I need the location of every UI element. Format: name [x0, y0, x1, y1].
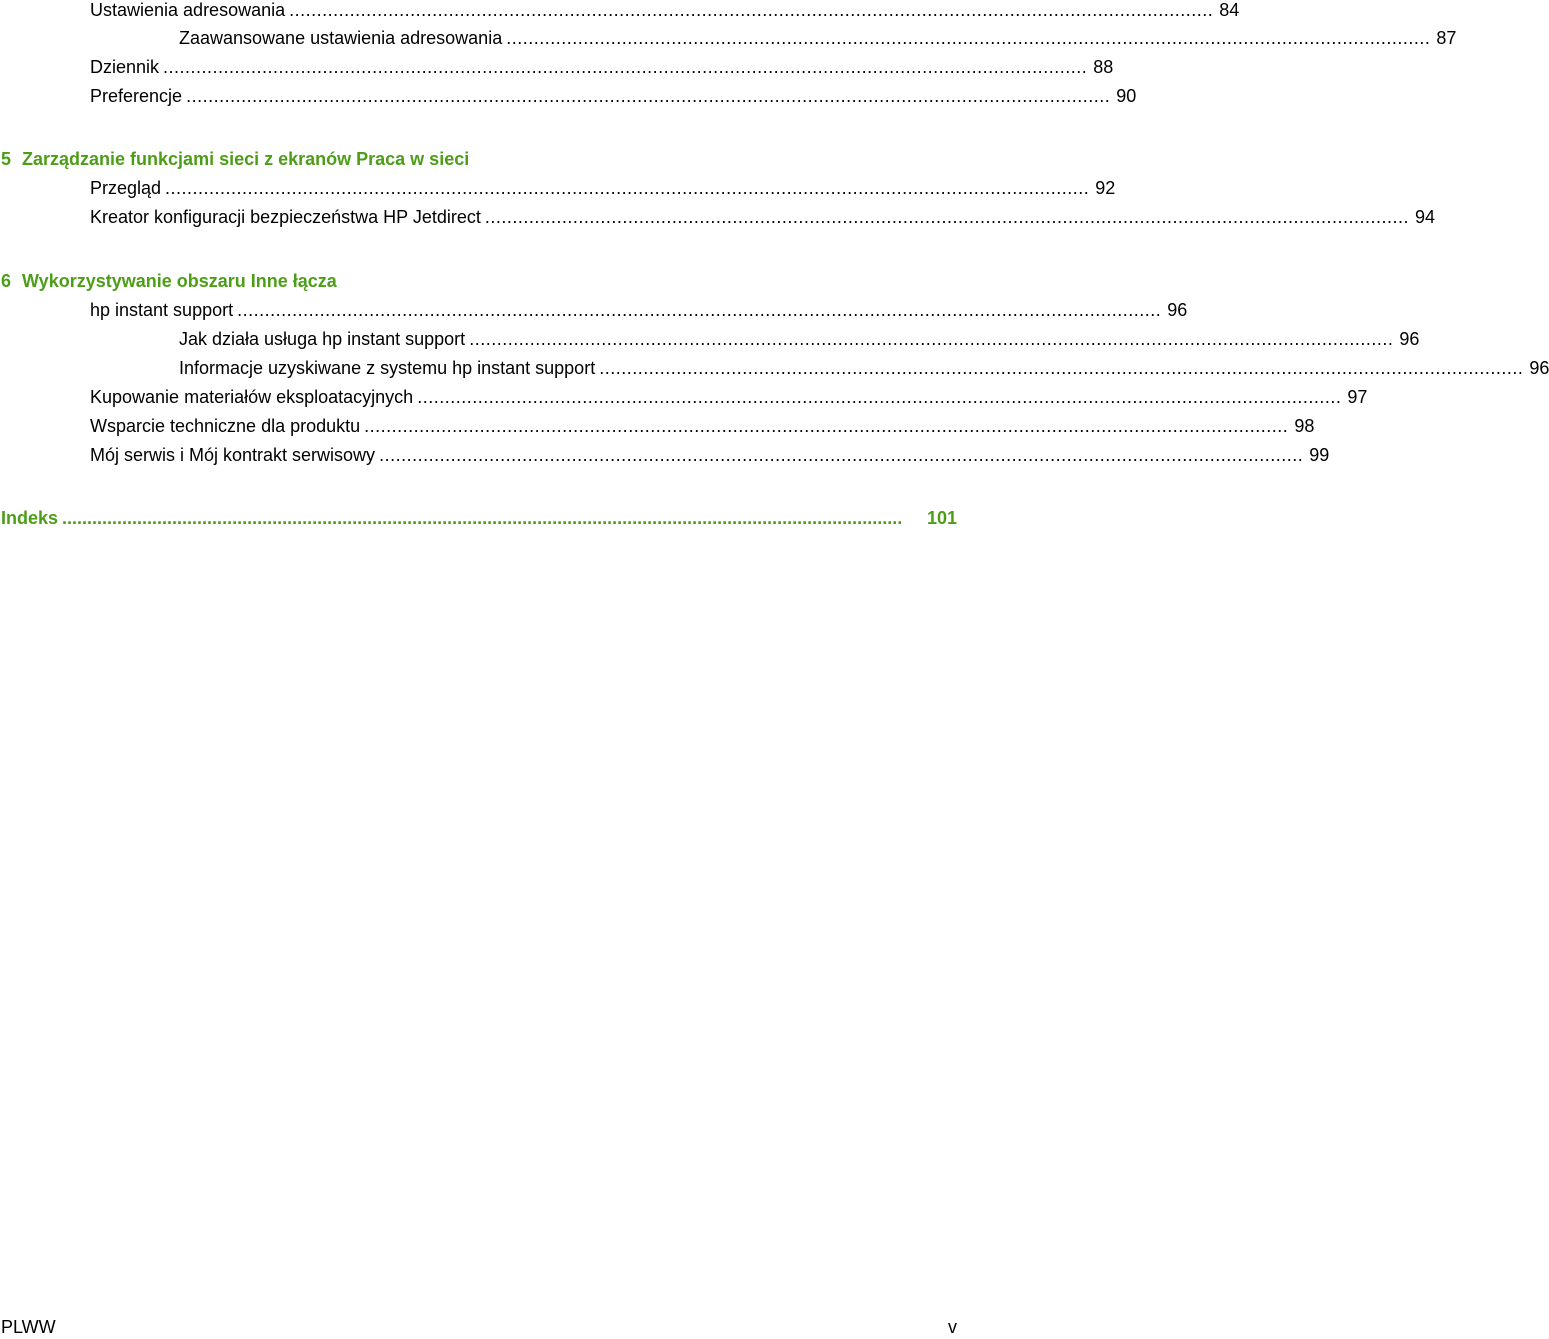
toc-row-wsparcie-techniczne[interactable]: [90, 416, 1315, 440]
footer-document-code: PLWW: [1, 1317, 56, 1337]
toc-entry-label: hp instant support: [90, 300, 234, 320]
toc-leader-dots: ........................................................................................................................................................................: [364, 416, 1289, 436]
toc-entry-label: Mój serwis i Mój kontrakt serwisowy: [90, 445, 376, 465]
chapter-number: 5: [1, 149, 12, 169]
toc-row-przeglad[interactable]: [90, 178, 1116, 202]
toc-leader-dots: ........................................................................................................................................................................: [506, 28, 1431, 48]
toc-leader-dots: ........................................................................................................................................................................: [599, 358, 1524, 378]
toc-entry-label: Preferencje: [90, 86, 183, 106]
toc-leader-dots: ........................................................................................................................................................................: [417, 387, 1342, 407]
toc-row-preferencje[interactable]: [90, 86, 1137, 110]
toc-leader-dots: ........................................................................................................................................................................: [163, 57, 1088, 77]
toc-leader-dots: ........................................................................................................................................................................: [484, 207, 1410, 227]
toc-page-number: 96: [1399, 329, 1420, 349]
toc-page-number: 94: [1415, 207, 1436, 227]
toc-row-hp-instant-support[interactable]: [90, 300, 1188, 324]
toc-row-moj-serwis[interactable]: [90, 445, 1330, 469]
toc-row-ustawienia-adresowania[interactable]: [90, 0, 1240, 24]
toc-entry-label: Przegląd: [90, 178, 162, 198]
chapter-heading-6[interactable]: [1, 271, 337, 295]
chapter-number: 6: [1, 271, 12, 291]
index-page-number: 101: [926, 508, 957, 528]
toc-entry-label: Kupowanie materiałów eksploatacyjnych: [90, 387, 414, 407]
toc-row-indeks[interactable]: [1, 508, 957, 532]
toc-leader-dots: ........................................................................................................................................................................: [289, 0, 1214, 20]
toc-leader-dots: ........................................................................................................................................................................: [62, 508, 903, 528]
page-footer: [1, 1317, 957, 1339]
chapter-title: Zarządzanie funkcjami sieci z ekranów Praca w sieci: [22, 149, 470, 169]
toc-entry-label: Dziennik: [90, 57, 160, 77]
toc-page-number: 99: [1309, 445, 1330, 465]
toc-page-number: 88: [1093, 57, 1114, 77]
footer-page-number: v: [948, 1317, 957, 1337]
toc-leader-dots: ........................................................................................................................................................................: [237, 300, 1162, 320]
toc-entry-label: Zaawansowane ustawienia adresowania: [179, 28, 503, 48]
toc-entry-label: Informacje uzyskiwane z systemu hp instant support: [179, 358, 596, 378]
toc-leader-dots: ........................................................................................................................................................................: [186, 86, 1111, 106]
toc-entry-label: Ustawienia adresowania: [90, 0, 286, 20]
toc-page-number: 92: [1095, 178, 1116, 198]
toc-leader-dots: ........................................................................................................................................................................: [379, 445, 1304, 465]
toc-entry-label: Kreator konfiguracji bezpieczeństwa HP Jetdirect: [90, 207, 481, 227]
toc-row-kreator-konfiguracji[interactable]: [90, 207, 1436, 231]
chapter-heading-5[interactable]: [1, 149, 469, 173]
toc-leader-dots: ........................................................................................................................................................................: [469, 329, 1394, 349]
toc-row-zaawansowane-ustawienia[interactable]: [179, 28, 1457, 52]
toc-row-jak-dziala-usluga[interactable]: [179, 329, 1420, 353]
toc-entry-label: Jak działa usługa hp instant support: [179, 329, 466, 349]
toc-page-number: 98: [1294, 416, 1315, 436]
toc-page-number: 96: [1167, 300, 1188, 320]
toc-leader-dots: ........................................................................................................................................................................: [165, 178, 1090, 198]
toc-row-dziennik[interactable]: [90, 57, 1114, 81]
toc-page-number: 87: [1436, 28, 1457, 48]
toc-row-informacje-uzyskiwane[interactable]: [179, 358, 1549, 382]
chapter-title: Wykorzystywanie obszaru Inne łącza: [22, 271, 337, 291]
toc-page-number: 84: [1219, 0, 1240, 20]
toc-page-number: 97: [1347, 387, 1368, 407]
toc-entry-label: Wsparcie techniczne dla produktu: [90, 416, 361, 436]
toc-page-number: 90: [1116, 86, 1137, 106]
toc-row-kupowanie-materialow[interactable]: [90, 387, 1368, 411]
toc-page-number: 96: [1529, 358, 1549, 378]
index-label: Indeks: [1, 508, 59, 528]
